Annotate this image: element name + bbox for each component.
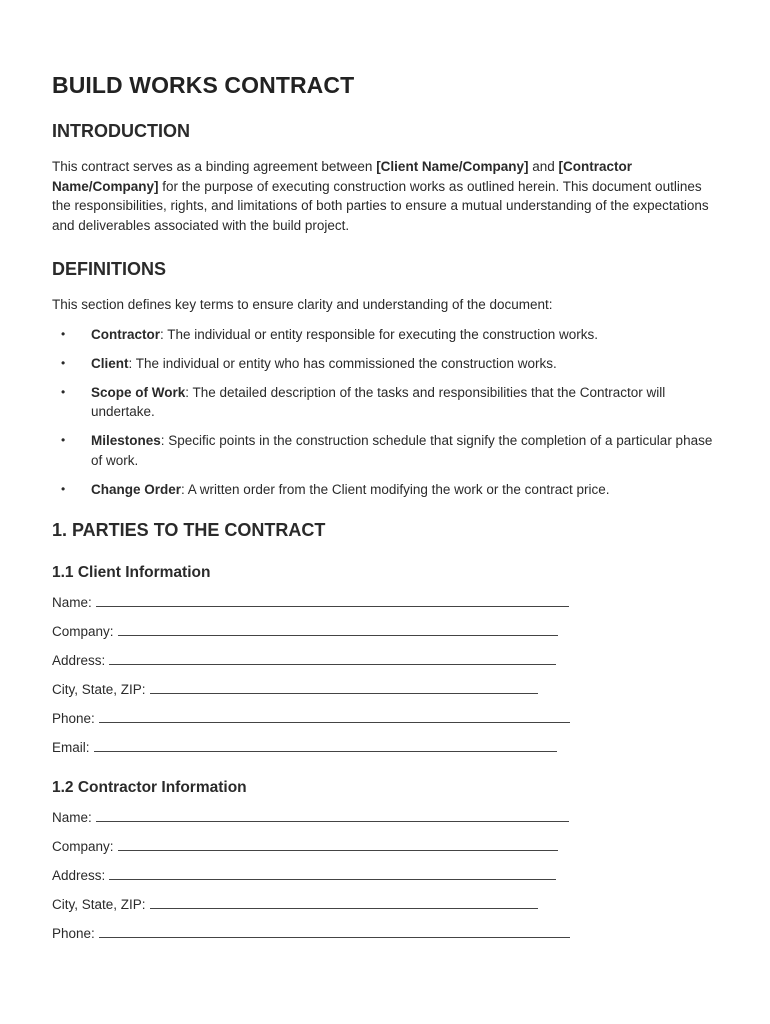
bullet-icon: • [61, 481, 66, 496]
definition-term: Client [91, 355, 129, 371]
bullet-icon: • [61, 355, 66, 370]
document-title: BUILD WORKS CONTRACT [52, 72, 355, 98]
client-phone-field [52, 709, 722, 738]
field-label: Phone: [52, 711, 95, 726]
definition-text: : The individual or entity responsible for executing the construction works. [160, 326, 598, 342]
client-city-field [52, 680, 722, 709]
field-label: City, State, ZIP: [52, 682, 146, 697]
field-label: Name: [52, 810, 92, 825]
bullet-icon: • [61, 326, 66, 341]
client-company-field [52, 622, 722, 651]
definition-term: Milestones [91, 433, 161, 448]
contractor-company-field [52, 837, 722, 866]
contractor-placeholder: [Contractor Name/Company] [52, 159, 632, 194]
field-label: Email: [52, 740, 90, 755]
client-email-blank[interactable] [94, 738, 557, 752]
field-label: Address: [52, 653, 106, 668]
contractor-company-blank[interactable] [118, 837, 558, 851]
contractor-phone-field [52, 924, 722, 953]
bullet-icon: • [61, 433, 66, 447]
contractor-city-blank[interactable] [150, 895, 538, 909]
definitions-heading: DEFINITIONS [52, 259, 167, 279]
definition-text: : A written order from the Client modifying the work or the contract price. [181, 481, 610, 497]
field-label: Name: [52, 595, 92, 610]
definitions-section [52, 259, 722, 499]
intro-text-2: and [528, 159, 559, 174]
contractor-name-blank[interactable] [96, 808, 569, 822]
client-name-field [52, 593, 722, 622]
introduction-paragraph [52, 157, 722, 235]
client-info-heading: 1.1 Client Information [52, 564, 211, 581]
client-email-field [52, 738, 722, 767]
contractor-info-heading: 1.2 Contractor Information [52, 779, 247, 796]
client-information [52, 564, 722, 767]
field-label: Address: [52, 868, 106, 883]
client-placeholder: [Client Name/Company] [376, 159, 529, 174]
intro-text-1: This contract serves as a binding agreement between [52, 159, 377, 174]
definition-text: : The detailed description of the tasks and responsibilities that the Contractor will undertake. [91, 384, 666, 419]
contractor-phone-blank[interactable] [99, 924, 570, 938]
client-phone-blank[interactable] [99, 709, 570, 723]
definition-term: Contractor [91, 326, 161, 342]
definition-term: Scope of Work [91, 384, 186, 400]
definition-item [52, 431, 722, 470]
field-label: City, State, ZIP: [52, 897, 146, 912]
definition-item [52, 354, 722, 374]
definition-text: : The individual or entity who has commissioned the construction works. [128, 355, 557, 371]
contractor-address-field [52, 866, 722, 895]
definitions-list [52, 325, 722, 500]
contractor-address-blank[interactable] [109, 866, 556, 880]
client-name-blank[interactable] [96, 593, 569, 607]
definition-text: : Specific points in the construction schedule that signify the completion of a particular phase of work. [91, 433, 713, 468]
field-label: Company: [52, 624, 114, 639]
client-address-blank[interactable] [109, 651, 556, 665]
definition-term: Change Order [91, 481, 182, 497]
client-city-blank[interactable] [150, 680, 538, 694]
definition-item [52, 480, 722, 500]
introduction-heading: INTRODUCTION [52, 121, 190, 141]
intro-text-3: for the purpose of executing construction works as outlined herein. This document outlines the responsibilities, rights, and limitations of both parties to ensure a mutual understanding of the expectations and deliverables associated with the build project. [52, 178, 709, 233]
field-label: Company: [52, 839, 114, 854]
client-company-blank[interactable] [118, 622, 558, 636]
definition-item [52, 383, 722, 422]
bullet-icon: • [61, 384, 66, 399]
definitions-intro: This section defines key terms to ensure clarity and understanding of the document: [52, 297, 553, 312]
contractor-city-field [52, 895, 722, 924]
field-label: Phone: [52, 926, 95, 941]
contractor-name-field [52, 808, 722, 837]
client-address-field [52, 651, 722, 680]
parties-section [52, 520, 722, 953]
definition-item [52, 325, 722, 345]
introduction-section [52, 121, 722, 235]
contractor-information [52, 779, 722, 953]
parties-heading: 1. PARTIES TO THE CONTRACT [52, 520, 326, 540]
